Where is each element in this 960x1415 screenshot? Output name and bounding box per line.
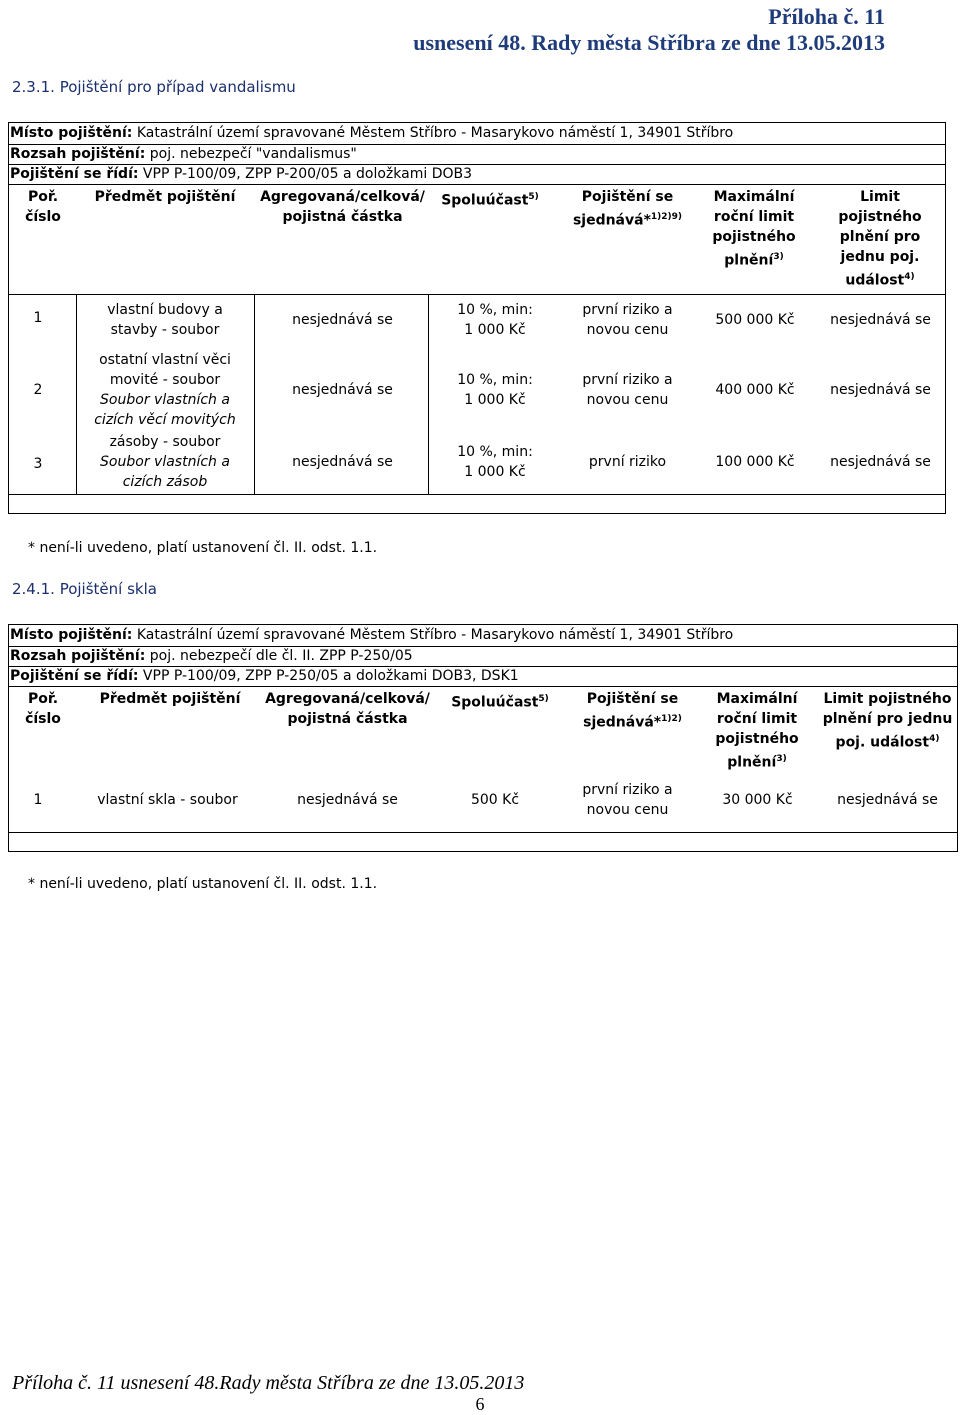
row3-subject: zásoby - soubor Soubor vlastních a cizích zásob — [100, 434, 230, 490]
row3-deductible: 10 %, min: 1 000 Kč — [457, 444, 533, 480]
col-sum-insured: Agregovaná/celková/ pojistná částka — [260, 189, 425, 225]
row2-event-limit: nesjednává se — [830, 382, 931, 398]
row2-type: první riziko a novou cenu — [582, 372, 673, 408]
col-event-limit: Limit pojistného plnění pro jednu poj. událost$^{4)}$ — [838, 189, 922, 289]
glass-place-of-insurance: Místo pojištění: Katastrální území spravované Městem Stříbro - Masarykovo náměstí 1, 34901 Stříbro — [10, 627, 734, 643]
row3-annual-limit: 100 000 Kč — [715, 454, 795, 470]
place-of-insurance: Místo pojištění: Katastrální území spravované Městem Stříbro - Masarykovo náměstí 1, 34901 Stříbro — [10, 125, 734, 141]
glass-row-annual-limit: 30 000 Kč — [722, 792, 793, 808]
section-title-vandalism: 2.3.1. Pojištění pro případ vandalismu — [12, 78, 296, 96]
col-deductible: Spoluúčast$^{5)}$ — [441, 192, 539, 209]
row2-number: 2 — [33, 382, 43, 398]
row1-subject: vlastní budovy a stavby - soubor — [107, 302, 223, 338]
glass-col-order-number: Poř. číslo — [25, 691, 61, 727]
row2-annual-limit: 400 000 Kč — [715, 382, 795, 398]
glass-col-deductible: Spoluúčast$^{5)}$ — [451, 694, 549, 711]
row1-deductible: 10 %, min: 1 000 Kč — [457, 302, 533, 338]
row3-sum: nesjednává se — [292, 454, 393, 470]
glass-row-event-limit: nesjednává se — [837, 792, 938, 808]
glass-row-number: 1 — [33, 792, 43, 808]
attachment-header — [413, 4, 885, 56]
page-number: 6 — [475, 1394, 485, 1414]
footnote-vandalism: * není-li uvedeno, platí ustanovení čl. II. odst. 1.1. — [28, 540, 378, 556]
glass-row-type: první riziko a novou cenu — [582, 782, 673, 818]
page-footer-text: Příloha č. 11 usnesení 48.Rady města Stříbra ze dne 13.05.2013 — [12, 1372, 525, 1394]
col-annual-limit: Maximální roční limit pojistného plnění$^{3)}$ — [712, 189, 796, 269]
attachment-number: Příloha č. 11 — [768, 4, 885, 29]
row3-number: 3 — [33, 456, 43, 472]
col-subject: Předmět pojištění — [94, 189, 236, 205]
row1-annual-limit: 500 000 Kč — [715, 312, 795, 328]
glass-row-subject: vlastní skla - soubor — [97, 792, 238, 808]
glass-col-event-limit: Limit pojistného plnění pro jednu poj. událost$^{4)}$ — [822, 691, 953, 751]
footnote-glass: * není-li uvedeno, platí ustanovení čl. II. odst. 1.1. — [28, 876, 378, 892]
glass-row-sum: nesjednává se — [297, 792, 398, 808]
section-title-glass: 2.4.1. Pojištění skla — [12, 580, 157, 598]
row3-type: první riziko — [588, 454, 667, 470]
row1-sum: nesjednává se — [292, 312, 393, 328]
insurance-rules: Pojištění se řídí: VPP P-100/09, ZPP P-200/05 a doložkami DOB3 — [10, 166, 473, 182]
glass-col-annual-limit: Maximální roční limit pojistného plnění$^{3)}$ — [715, 691, 799, 771]
glass-col-sum-insured: Agregovaná/celková/ pojistná částka — [265, 691, 430, 727]
col-insurance-type: Pojištění se sjednává*$^{1)2)9)}$ — [572, 189, 683, 229]
glass-row-deductible: 500 Kč — [470, 792, 520, 808]
row2-sum: nesjednává se — [292, 382, 393, 398]
col-order-number: Poř. číslo — [25, 189, 61, 225]
glass-col-subject: Předmět pojištění — [99, 691, 241, 707]
glass-insurance-scope: Rozsah pojištění: poj. nebezpečí dle čl. II. ZPP P-250/05 — [10, 648, 413, 664]
row2-deductible: 10 %, min: 1 000 Kč — [457, 372, 533, 408]
row1-event-limit: nesjednává se — [830, 312, 931, 328]
glass-insurance-rules: Pojištění se řídí: VPP P-100/09, ZPP P-250/05 a doložkami DOB3, DSK1 — [10, 668, 519, 684]
row2-subject: ostatní vlastní věci movité - soubor Soubor vlastních a cizích věcí movitých — [94, 352, 236, 428]
row1-type: první riziko a novou cenu — [582, 302, 673, 338]
row3-event-limit: nesjednává se — [830, 454, 931, 470]
row1-number: 1 — [33, 310, 43, 326]
glass-col-insurance-type: Pojištění se sjednává*$^{1)2)}$ — [583, 691, 682, 731]
resolution-line: usnesení 48. Rady města Stříbra ze dne 13.05.2013 — [413, 30, 885, 55]
insurance-scope: Rozsah pojištění: poj. nebezpečí "vandalismus" — [10, 146, 357, 162]
